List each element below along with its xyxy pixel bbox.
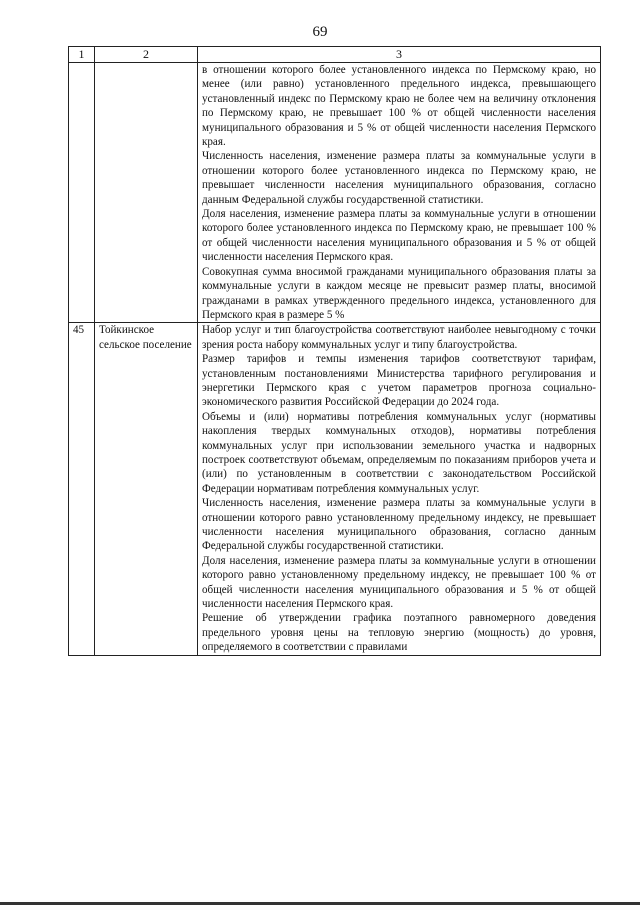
criteria-paragraph: в отношении которого более установленного индекса по Пермскому краю, но менее (или равно) установленного предельного индекса, превышающего установленный индекс по Пермскому краю не более чем на величину отклонения по Пермскому краю, не превышает 100 % от общей численности населения муниципального образования и 5 % от общей численности населения Пермского края. xyxy=(202,64,596,149)
table-row xyxy=(69,63,601,323)
data-table xyxy=(68,46,601,656)
criteria-paragraph: Решение об утверждении графика поэтапного равномерного доведения предельного уровня цены на тепловую энергию (мощность) до уровня, определяемого в соответствии с правилами xyxy=(202,612,596,654)
criteria-paragraph: Совокупная сумма вносимой гражданами муниципального образования платы за коммунальные услуги в каждом месяце не превысит размер платы, вносимой гражданами в рамках утвержденного предельного индекса, установленного для Пермского края в размере 5 % xyxy=(202,265,596,321)
criteria-paragraph: Размер тарифов и темпы изменения тарифов соответствуют тарифам, установленным постановлениями Министерства тарифного регулирования и энергетики Пермского края с учетом параметров прогноза социально-экономического развития Российской Федерации до 2024 года. xyxy=(202,353,596,409)
row-number: 45 xyxy=(69,323,95,655)
column-header-2: 2 xyxy=(95,47,198,63)
page-number: 69 xyxy=(312,24,328,40)
table-header-row xyxy=(69,47,601,63)
municipality-name xyxy=(95,63,198,323)
criteria-paragraph: Численность населения, изменение размера платы за коммунальные услуги в отношении которого равно установленному предельному индексу, не превышает численности населения муниципального образования, согласно данным Федеральной службы государственной статистики. xyxy=(202,497,596,553)
column-header-3: 3 xyxy=(198,47,601,63)
column-header-1: 1 xyxy=(69,47,95,63)
criteria-paragraph: Доля населения, изменение размера платы за коммунальные услуги в отношении которого более установленного индекса по Пермскому краю, не превышает 100 % от общей численности населения муниципального образования и 5 % от общей численности населения Пермского края. xyxy=(202,208,596,264)
criteria-paragraph: Объемы и (или) нормативы потребления коммунальных услуг (нормативы накопления твердых коммунальных отходов), нормативы потребления коммунальных услуг при использовании земельного участка и надворных построек соответствуют объемам, определяемым по показаниям приборов учета и (или) по установленным в соответствии с законодательством Российской Федерации нормативам потребления коммунальных услуг. xyxy=(202,410,596,495)
table-row xyxy=(69,323,601,655)
criteria-paragraph: Набор услуг и тип благоустройства соответствуют наиболее невыгодному с точки зрения роста набору коммунальных услуг и типу благоустройства. xyxy=(202,324,596,351)
criteria-paragraph: Доля населения, изменение размера платы за коммунальные услуги в отношении которого равно установленному предельному индексу, не превышает 100 % от общей численности населения муниципального образования и 5 % от общей численности населения Пермского края. xyxy=(202,554,596,611)
criteria-paragraph: Численность населения, изменение размера платы за коммунальные услуги в отношении которого более установленного индекса по Пермскому краю, не превышает численности населения муниципального образования, согласно данным Федеральной службы государственной статистики. xyxy=(202,150,596,206)
criteria-cell xyxy=(198,63,601,323)
criteria-cell xyxy=(198,323,601,655)
row-number xyxy=(69,63,95,323)
municipality-name: Тойкинское сельское поселение xyxy=(95,323,198,655)
